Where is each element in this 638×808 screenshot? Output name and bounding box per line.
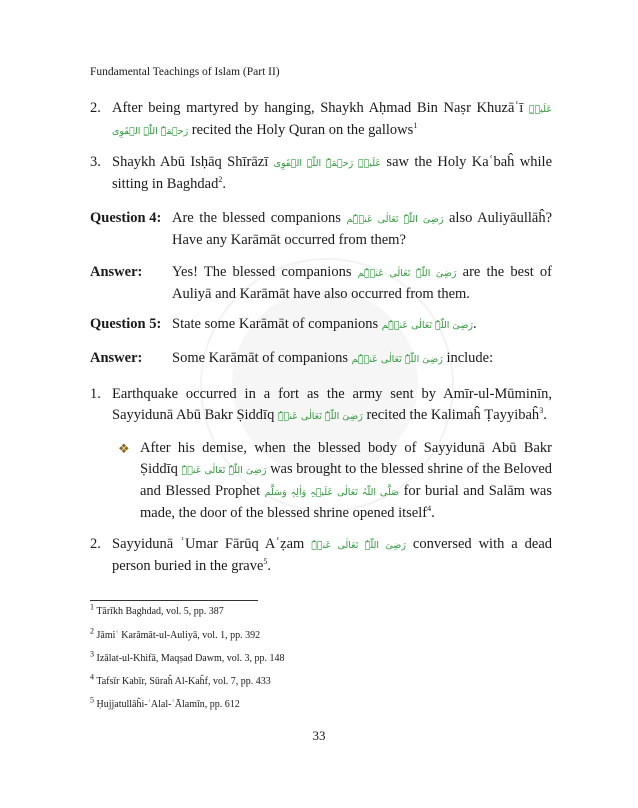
footnote-number: 3 bbox=[90, 649, 94, 659]
item-text: Sayyidunā ʿUmar Fārūq Aʿẓam bbox=[112, 536, 305, 552]
footnote-text: Izālat-ul-Khifā, Maqṣad Dawm, vol. 3, pp. 148 bbox=[96, 653, 285, 664]
qa-text: include: bbox=[446, 350, 494, 366]
item-text: recited the Holy Quran on the gallows bbox=[191, 122, 414, 138]
footnote-text: Ḥujjatullāĥi-ʿAlal-ʿĀlamīn, pp. 612 bbox=[96, 699, 240, 710]
qa-text: also Auliyāullāĥ? Have any Karāmāt occurred from them? bbox=[172, 210, 553, 248]
arabic-honorific: عَلَیۡہِ رَحۡمَۃُ اللّٰہِ الۡقَوِی bbox=[273, 158, 382, 169]
bullet-text: was brought to the blessed shrine of the Beloved and Blessed Prophet bbox=[140, 461, 553, 499]
qa-label: Answer: bbox=[90, 350, 143, 366]
qa-text: State some Karāmāt of companions bbox=[172, 316, 379, 332]
footnote bbox=[90, 602, 224, 617]
qa-text: Yes! The blessed companions bbox=[172, 264, 352, 280]
arabic-honorific: رَضِیَ اللّٰہُ تَعَالٰی عَنۡہُم bbox=[357, 268, 457, 279]
item-text: Shaykh Abū Isḥāq Shīrāzī bbox=[112, 154, 269, 170]
item-text: Earthquake occurred in a fort as the army sent by Amīr-ul-Mūminīn, Sayyidunā Abū Bakr Ṣiddīq bbox=[112, 386, 552, 423]
item-number: 1. bbox=[90, 386, 101, 402]
qa-label: Question 4: bbox=[90, 210, 162, 226]
qa-label: Question 5: bbox=[90, 316, 162, 332]
qa-text: Are the blessed companions bbox=[172, 210, 341, 226]
item-text: saw the Holy Kaʿbaĥ while sitting in Baghdad bbox=[112, 154, 553, 192]
bullet-text: for burial and Salām was made, the door of the blessed shrine opened itself bbox=[140, 483, 553, 521]
footnote-divider bbox=[90, 600, 258, 601]
footnote-text: Jāmiʿ Karāmāt-ul-Auliyā, vol. 1, pp. 392 bbox=[96, 630, 261, 641]
qa-text: are the best of Auliyā and Karāmāt have also occurred from them. bbox=[172, 264, 553, 302]
item-number: 2. bbox=[90, 536, 101, 552]
footnote bbox=[90, 672, 271, 687]
qa-label: Answer: bbox=[90, 264, 143, 280]
footnote-text: Tafsīr Kabīr, Sūraĥ Al-Kaĥf, vol. 7, pp. 433 bbox=[96, 676, 271, 687]
arabic-honorific: رَضِیَ اللّٰہُ تَعَالٰی عَنۡہُ bbox=[311, 540, 406, 551]
footnote-number: 4 bbox=[90, 672, 94, 682]
bullet-text: After his demise, when the blessed body of Sayyidunā Abū Bakr Ṣiddīq bbox=[140, 440, 552, 477]
arabic-honorific: رَضِیَ اللّٰہُ تَعَالٰی عَنۡہُم bbox=[351, 354, 443, 365]
arabic-honorific: رَضِیَ اللّٰہُ تَعَالٰی عَنۡہُم bbox=[346, 214, 444, 225]
running-header: Fundamental Teachings of Islam (Part II) bbox=[90, 66, 280, 78]
footnote bbox=[90, 695, 240, 710]
footnote-number: 1 bbox=[90, 602, 94, 612]
footnote-ref: 5 bbox=[263, 557, 268, 567]
footnote-ref: 4 bbox=[427, 504, 432, 514]
arabic-honorific: رَضِیَ اللّٰہُ تَعَالٰی عَنۡہُ bbox=[181, 465, 267, 476]
arabic-honorific: رَضِیَ اللّٰہُ تَعَالٰی عَنۡہُم bbox=[381, 320, 474, 331]
footnote-number: 5 bbox=[90, 695, 94, 705]
footnote-ref: 1 bbox=[413, 121, 418, 131]
qa-text: Some Karāmāt of companions bbox=[172, 350, 348, 366]
footnote-text: Tārīkh Baghdad, vol. 5, pp. 387 bbox=[96, 606, 224, 617]
footnote bbox=[90, 649, 285, 664]
arabic-honorific: رَضِیَ اللّٰہُ تَعَالٰی عَنۡہُ bbox=[277, 411, 363, 422]
item-number: 2. bbox=[90, 100, 101, 116]
footnote-ref: 3 bbox=[539, 406, 544, 416]
diamond-bullet-icon: ❖ bbox=[118, 441, 130, 456]
item-number: 3. bbox=[90, 154, 101, 170]
footnote-number: 2 bbox=[90, 626, 94, 636]
arabic-honorific: عَلَیۡہِ رَحۡمَۃُ اللّٰہِ الۡقَوِی bbox=[112, 104, 552, 137]
item-text: conversed with a dead person buried in the grave bbox=[112, 536, 552, 574]
footnote bbox=[90, 626, 261, 641]
arabic-honorific: صَلَّی اللّٰہُ تَعَالٰی عَلَیۡہِ وَاٰلِہٖ وَسَلَّم bbox=[264, 487, 400, 498]
item-text: recited the Kalimaĥ Ṭayyibaĥ bbox=[366, 407, 540, 423]
item-text: After being martyred by hanging, Shaykh Aḥmad Bin Naṣr Khuzāʿī bbox=[112, 100, 524, 116]
footnote-ref: 2 bbox=[218, 175, 223, 185]
qa-text: . bbox=[473, 316, 477, 332]
page-number: 33 bbox=[312, 728, 326, 743]
